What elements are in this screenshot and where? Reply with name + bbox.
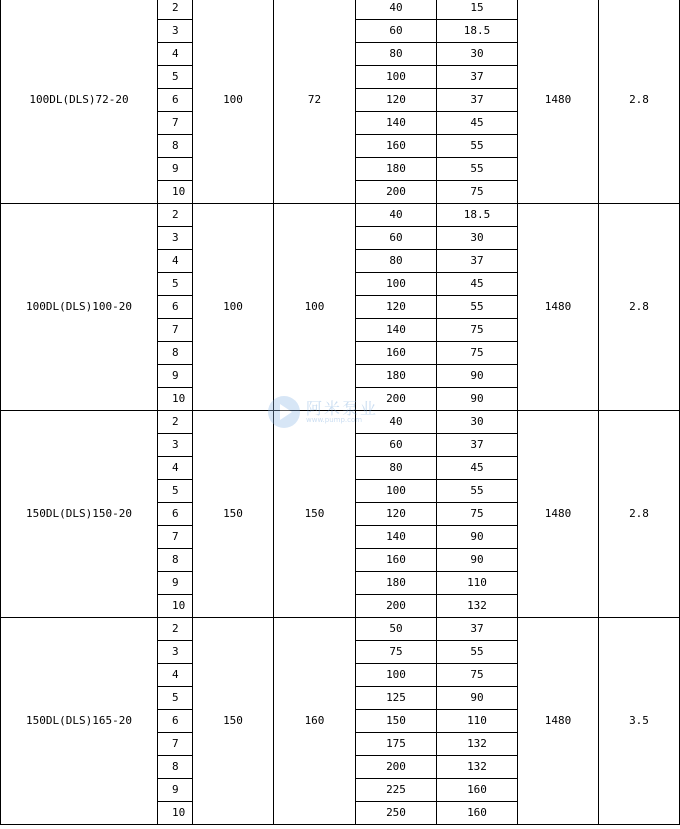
head-cell: 60: [356, 227, 437, 250]
table-body: [1, 0, 680, 825]
power-cell: 75: [437, 664, 518, 687]
head-per-stage-cell: 100: [274, 204, 356, 411]
stage-cell: 4: [158, 250, 193, 273]
npsh-cell: 2.8: [599, 411, 680, 618]
head-cell: 180: [356, 158, 437, 181]
flow-cell: 150: [193, 411, 274, 618]
speed-cell: 1480: [518, 0, 599, 204]
stage-cell: 8: [158, 135, 193, 158]
head-cell: 125: [356, 687, 437, 710]
power-cell: 90: [437, 549, 518, 572]
power-cell: 55: [437, 158, 518, 181]
head-cell: 140: [356, 319, 437, 342]
power-cell: 55: [437, 296, 518, 319]
table-row: [1, 411, 680, 434]
power-cell: 45: [437, 112, 518, 135]
head-cell: 140: [356, 112, 437, 135]
head-cell: 60: [356, 20, 437, 43]
head-cell: 120: [356, 296, 437, 319]
stage-cell: 7: [158, 112, 193, 135]
head-cell: 200: [356, 181, 437, 204]
head-cell: 250: [356, 802, 437, 825]
flow-cell: 150: [193, 618, 274, 825]
power-cell: 75: [437, 319, 518, 342]
model-cell: 150DL(DLS)165-20: [1, 618, 158, 825]
power-cell: 18.5: [437, 204, 518, 227]
stage-cell: 9: [158, 158, 193, 181]
stage-cell: 8: [158, 756, 193, 779]
stage-cell: 6: [158, 710, 193, 733]
table-row: [1, 0, 680, 20]
stage-cell: 9: [158, 779, 193, 802]
stage-cell: 5: [158, 687, 193, 710]
power-cell: 160: [437, 802, 518, 825]
speed-cell: 1480: [518, 204, 599, 411]
stage-cell: 10: [158, 802, 193, 825]
stage-cell: 2: [158, 411, 193, 434]
power-cell: 37: [437, 89, 518, 112]
head-cell: 140: [356, 526, 437, 549]
stage-cell: 4: [158, 43, 193, 66]
head-cell: 100: [356, 664, 437, 687]
power-cell: 90: [437, 526, 518, 549]
stage-cell: 3: [158, 227, 193, 250]
stage-cell: 8: [158, 549, 193, 572]
head-cell: 100: [356, 273, 437, 296]
speed-cell: 1480: [518, 411, 599, 618]
power-cell: 30: [437, 411, 518, 434]
head-cell: 40: [356, 0, 437, 20]
head-cell: 160: [356, 549, 437, 572]
model-cell: 100DL(DLS)100-20: [1, 204, 158, 411]
power-cell: 55: [437, 135, 518, 158]
power-cell: 45: [437, 457, 518, 480]
power-cell: 30: [437, 43, 518, 66]
power-cell: 37: [437, 250, 518, 273]
power-cell: 37: [437, 618, 518, 641]
stage-cell: 5: [158, 480, 193, 503]
power-cell: 55: [437, 641, 518, 664]
head-per-stage-cell: 150: [274, 411, 356, 618]
stage-cell: 10: [158, 181, 193, 204]
stage-cell: 7: [158, 526, 193, 549]
head-cell: 40: [356, 411, 437, 434]
power-cell: 132: [437, 733, 518, 756]
head-cell: 225: [356, 779, 437, 802]
speed-cell: 1480: [518, 618, 599, 825]
head-cell: 100: [356, 480, 437, 503]
head-cell: 120: [356, 503, 437, 526]
head-per-stage-cell: 160: [274, 618, 356, 825]
power-cell: 45: [437, 273, 518, 296]
power-cell: 18.5: [437, 20, 518, 43]
stage-cell: 2: [158, 618, 193, 641]
model-cell: 100DL(DLS)72-20: [1, 0, 158, 204]
stage-cell: 3: [158, 434, 193, 457]
head-cell: 120: [356, 89, 437, 112]
head-cell: 180: [356, 572, 437, 595]
head-cell: 180: [356, 365, 437, 388]
stage-cell: 10: [158, 595, 193, 618]
head-cell: 40: [356, 204, 437, 227]
flow-cell: 100: [193, 0, 274, 204]
stage-cell: 9: [158, 572, 193, 595]
head-cell: 150: [356, 710, 437, 733]
power-cell: 75: [437, 503, 518, 526]
table-row: [1, 204, 680, 227]
power-cell: 75: [437, 342, 518, 365]
power-cell: 75: [437, 181, 518, 204]
stage-cell: 5: [158, 66, 193, 89]
stage-cell: 7: [158, 733, 193, 756]
power-cell: 37: [437, 66, 518, 89]
flow-cell: 100: [193, 204, 274, 411]
npsh-cell: 2.8: [599, 204, 680, 411]
head-cell: 160: [356, 342, 437, 365]
power-cell: 132: [437, 756, 518, 779]
power-cell: 160: [437, 779, 518, 802]
stage-cell: 5: [158, 273, 193, 296]
table-row: [1, 618, 680, 641]
power-cell: 90: [437, 687, 518, 710]
model-cell: 150DL(DLS)150-20: [1, 411, 158, 618]
head-cell: 50: [356, 618, 437, 641]
power-cell: 30: [437, 227, 518, 250]
head-cell: 100: [356, 66, 437, 89]
head-cell: 60: [356, 434, 437, 457]
head-cell: 200: [356, 388, 437, 411]
head-cell: 200: [356, 756, 437, 779]
stage-cell: 3: [158, 641, 193, 664]
stage-cell: 6: [158, 296, 193, 319]
npsh-cell: 3.5: [599, 618, 680, 825]
power-cell: 110: [437, 572, 518, 595]
stage-cell: 6: [158, 89, 193, 112]
stage-cell: 3: [158, 20, 193, 43]
watermark-url: www.pump.com: [306, 416, 363, 424]
watermark-text: 阿米泵业: [306, 399, 379, 418]
power-cell: 37: [437, 434, 518, 457]
head-per-stage-cell: 72: [274, 0, 356, 204]
head-cell: 75: [356, 641, 437, 664]
stage-cell: 9: [158, 365, 193, 388]
head-cell: 160: [356, 135, 437, 158]
power-cell: 110: [437, 710, 518, 733]
stage-cell: 8: [158, 342, 193, 365]
head-cell: 80: [356, 43, 437, 66]
npsh-cell: 2.8: [599, 0, 680, 204]
power-cell: 90: [437, 365, 518, 388]
stage-cell: 4: [158, 664, 193, 687]
power-cell: 15: [437, 0, 518, 20]
stage-cell: 7: [158, 319, 193, 342]
head-cell: 200: [356, 595, 437, 618]
head-cell: 80: [356, 457, 437, 480]
power-cell: 132: [437, 595, 518, 618]
stage-cell: 4: [158, 457, 193, 480]
stage-cell: 2: [158, 204, 193, 227]
power-cell: 90: [437, 388, 518, 411]
power-cell: 55: [437, 480, 518, 503]
stage-cell: 2: [158, 0, 193, 20]
head-cell: 80: [356, 250, 437, 273]
stage-cell: 10: [158, 388, 193, 411]
stage-cell: 6: [158, 503, 193, 526]
head-cell: 175: [356, 733, 437, 756]
